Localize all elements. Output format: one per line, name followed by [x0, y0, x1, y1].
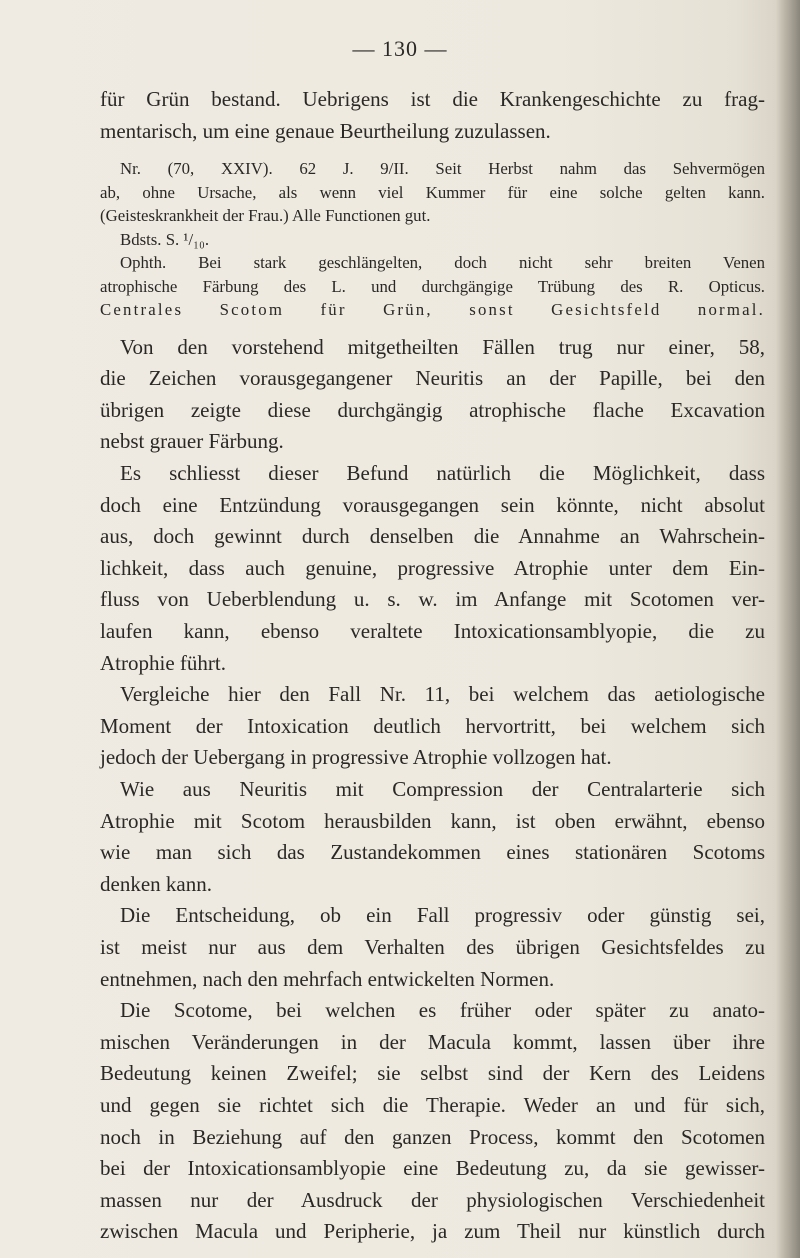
paragraph: [100, 458, 765, 679]
paragraph: [100, 774, 765, 900]
text-line: nebst grauer Färbung.: [100, 429, 284, 454]
text-line: Bedeutung keinen Zweifel; sie selbst sind der Kern des Leidens: [100, 1061, 765, 1086]
case-finding-line: Centrales Scotom für Grün, sonst Gesichtsfeld normal.: [100, 300, 765, 320]
text-line: lichkeit, dass auch genuine, progressive Atrophie unter dem Ein-: [100, 555, 765, 580]
text-line: fluss von Ueberblendung u. s. w. im Anfange mit Scotomen ver-: [100, 587, 765, 612]
text-line: Es schliesst dieser Befund natürlich die Möglichkeit, dass: [120, 461, 765, 486]
paragraph: [100, 332, 765, 458]
case-line: Bdsts. S. ¹/₁₀.: [120, 229, 210, 249]
paragraph: [100, 679, 765, 774]
text-line: Die Entscheidung, ob ein Fall progressiv oder günstig sei,: [120, 903, 765, 928]
text-line: Von den vorstehend mitgetheilten Fällen trug nur einer, 58,: [120, 334, 765, 359]
text-line: für Grün bestand. Uebrigens ist die Krankengeschichte zu frag-: [100, 87, 765, 111]
text-line: aus, doch gewinnt durch denselben die Annahme an Wahrschein-: [100, 524, 765, 549]
text-line: jedoch der Uebergang in progressive Atrophie vollzogen hat.: [100, 745, 612, 770]
text-line: ist meist nur aus dem Verhalten des übrigen Gesichtsfeldes zu: [100, 934, 765, 959]
case-line: ab, ohne Ursache, als wenn viel Kummer für eine solche gelten kann.: [100, 182, 765, 202]
text-line: Vergleiche hier den Fall Nr. 11, bei welchem das aetiologische: [120, 682, 765, 707]
text-line: Atrophie mit Scotom herausbilden kann, ist oben erwähnt, ebenso: [100, 808, 765, 833]
case-line: (Geisteskrankheit der Frau.) Alle Functionen gut.: [100, 206, 431, 226]
text-line: Moment der Intoxication deutlich hervortritt, bei welchem sich: [100, 713, 765, 738]
text-line: und gegen sie richtet sich die Therapie. Weder an und für sich,: [100, 1092, 765, 1117]
text-line: laufen kann, ebenso veraltete Intoxicationsamblyopie, die zu: [100, 619, 765, 644]
paragraph: [100, 900, 765, 995]
text-line: denken kann.: [100, 871, 212, 896]
text-line: Atrophie führt.: [100, 650, 226, 675]
text-line: noch in Beziehung auf den ganzen Process, kommt den Scotomen: [100, 1124, 765, 1149]
text-line: entnehmen, nach den mehrfach entwickelten Normen.: [100, 966, 555, 991]
text-line: mentarisch, um eine genaue Beurtheilung zuzulassen.: [100, 118, 551, 143]
text-line: Wie aus Neuritis mit Compression der Centralarterie sich: [120, 777, 765, 801]
case-line: Nr. (70, XXIV). 62 J. 9/II. Seit Herbst nahm das Sehvermögen: [120, 159, 765, 179]
case-line: atrophische Färbung des L. und durchgängige Trübung des R. Opticus.: [100, 276, 765, 296]
text-line: übrigen zeigte diese durchgängig atrophische flache Excavation: [100, 397, 765, 422]
case-line: Ophth. Bei stark geschlängelten, doch nicht sehr breiten Venen: [120, 253, 765, 273]
text-line: zwischen Macula und Peripherie, ja zum Theil nur künstlich durch: [100, 1219, 765, 1244]
text-line: mischen Veränderungen in der Macula kommt, lassen über ihre: [100, 1029, 765, 1054]
text-line: die Zeichen vorausgegangener Neuritis an der Papille, bei den: [100, 366, 765, 391]
text-line: Die Scotome, bei welchen es früher oder später zu anato-: [120, 998, 765, 1023]
text-line: bei der Intoxicationsamblyopie eine Bedeutung zu, da sie gewisser-: [100, 1156, 765, 1181]
page-edge-shadow: [776, 0, 800, 1258]
page-number: — 130 —: [352, 36, 448, 61]
text-line: wie man sich das Zustandekommen eines stationären Scotoms: [100, 840, 765, 865]
text-line: massen nur der Ausdruck der physiologischen Verschiedenheit: [100, 1187, 765, 1212]
paragraph: [100, 995, 765, 1248]
paragraph-continuation: [100, 84, 765, 147]
case-report: [100, 157, 765, 322]
text-line: doch eine Entzündung vorausgegangen sein könnte, nicht absolut: [100, 492, 765, 517]
page-content: [100, 84, 765, 1248]
